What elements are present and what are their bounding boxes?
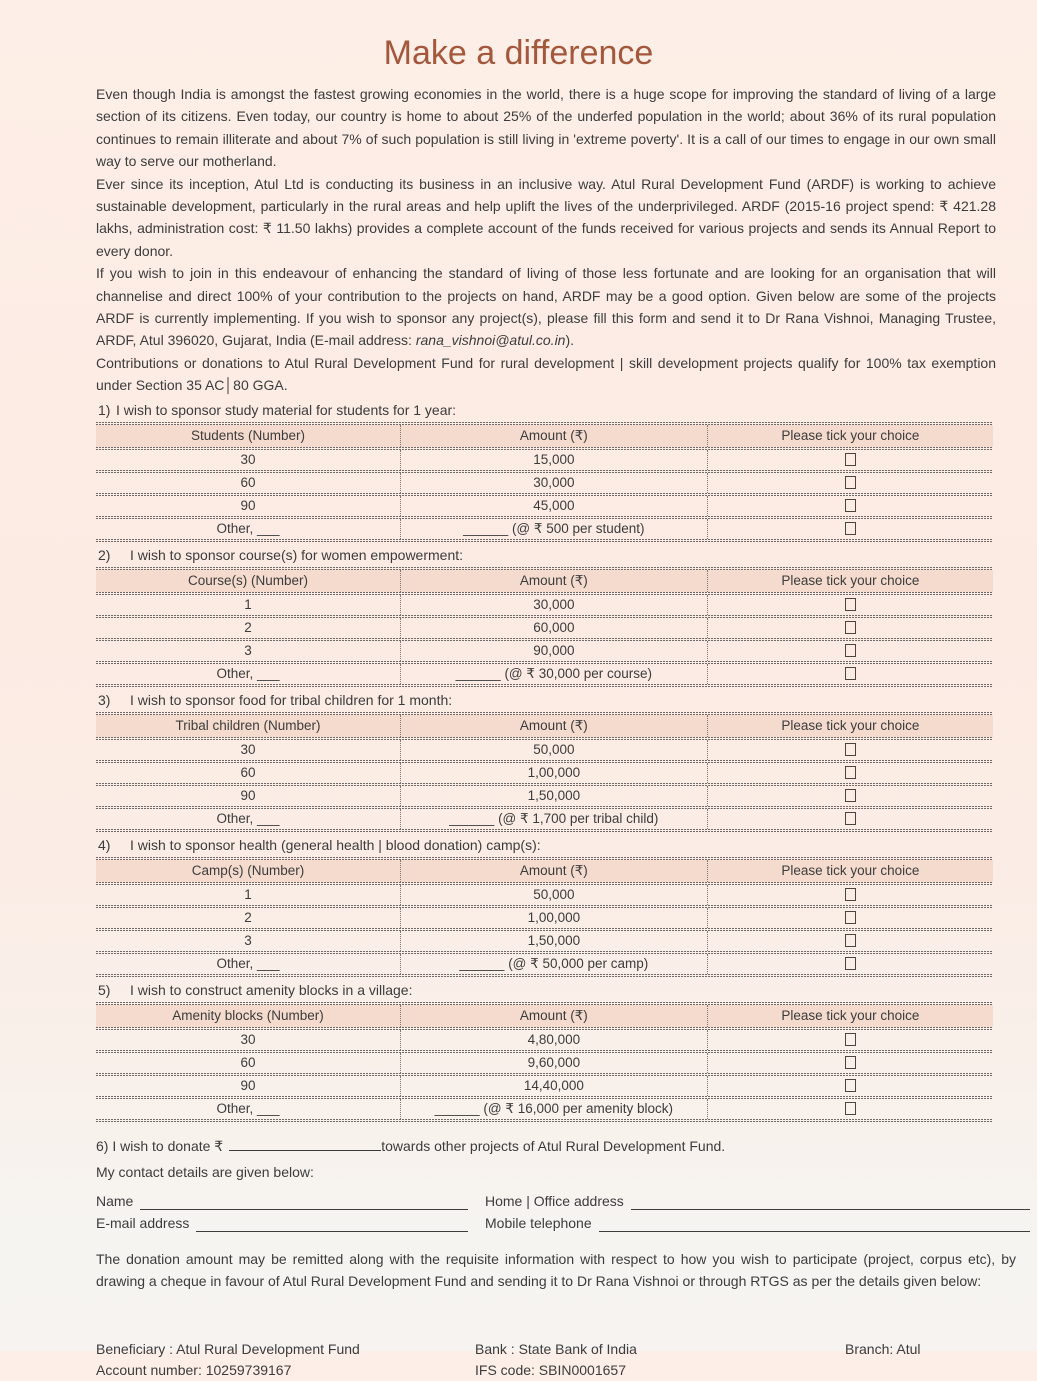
section-label bbox=[98, 980, 996, 1000]
section-number: 4) bbox=[98, 836, 111, 853]
choice-cell bbox=[708, 885, 993, 905]
choice-checkbox[interactable] bbox=[845, 667, 856, 680]
column-header: Please tick your choice bbox=[781, 1007, 920, 1023]
quantity-cell: 60 bbox=[96, 473, 401, 493]
quantity-cell: 60 bbox=[96, 763, 401, 783]
dotted-separator bbox=[96, 539, 993, 542]
table-row bbox=[96, 1053, 993, 1073]
donate-prefix: 6) I wish to donate ₹ bbox=[96, 1137, 224, 1154]
quantity-cell: 30 bbox=[96, 740, 401, 760]
choice-cell bbox=[708, 954, 993, 974]
mobile-telephone-label: Mobile telephone bbox=[485, 1214, 592, 1231]
choice-cell bbox=[708, 595, 993, 615]
dotted-separator bbox=[96, 829, 993, 832]
table-row bbox=[96, 908, 993, 928]
table-row bbox=[96, 519, 993, 539]
quantity-cell: 1 bbox=[96, 885, 401, 905]
section-label bbox=[98, 835, 996, 855]
table-row bbox=[96, 595, 993, 615]
section-label-text: I wish to sponsor course(s) for women empowerment: bbox=[130, 546, 464, 563]
choice-checkbox[interactable] bbox=[845, 911, 856, 924]
dotted-separator bbox=[96, 1119, 993, 1122]
choice-checkbox[interactable] bbox=[845, 453, 856, 466]
quantity-cell: 30 bbox=[96, 1030, 401, 1050]
amount-cell: 1,50,000 bbox=[401, 786, 708, 806]
table-header-row bbox=[96, 860, 993, 882]
amount-cell: 15,000 bbox=[401, 450, 708, 470]
section-label-text: I wish to sponsor study material for students for 1 year: bbox=[116, 401, 457, 418]
branch: Branch: Atul bbox=[845, 1340, 921, 1357]
quantity-cell: Other, ___ bbox=[96, 519, 401, 539]
sponsor-table-1 bbox=[96, 422, 993, 542]
choice-cell bbox=[708, 763, 993, 783]
sponsor-table-2 bbox=[96, 567, 993, 687]
column-header: Amenity blocks (Number) bbox=[96, 1005, 401, 1027]
table-row bbox=[96, 1030, 993, 1050]
choice-checkbox[interactable] bbox=[845, 1079, 856, 1092]
quantity-cell: 3 bbox=[96, 931, 401, 951]
choice-checkbox[interactable] bbox=[845, 934, 856, 947]
section-number: 1) bbox=[98, 401, 111, 418]
dotted-separator bbox=[96, 684, 993, 687]
choice-cell bbox=[708, 496, 993, 516]
quantity-cell: Other, ___ bbox=[96, 809, 401, 829]
column-header: Camp(s) (Number) bbox=[96, 860, 401, 882]
quantity-cell: Other, ___ bbox=[96, 1099, 401, 1119]
choice-checkbox[interactable] bbox=[845, 789, 856, 802]
column-header: Amount (₹) bbox=[401, 715, 708, 737]
quantity-cell: 30 bbox=[96, 450, 401, 470]
quantity-cell: 2 bbox=[96, 618, 401, 638]
choice-checkbox[interactable] bbox=[845, 743, 856, 756]
table-row bbox=[96, 450, 993, 470]
email-label: E-mail address bbox=[96, 1214, 190, 1231]
column-header: Please tick your choice bbox=[781, 427, 920, 443]
dotted-separator bbox=[96, 974, 993, 977]
section-label-text: I wish to construct amenity blocks in a village: bbox=[130, 981, 413, 998]
quantity-cell: 90 bbox=[96, 496, 401, 516]
account-number: Account number: 10259739167 bbox=[96, 1361, 292, 1378]
choice-checkbox[interactable] bbox=[845, 812, 856, 825]
amount-cell: 1,00,000 bbox=[401, 763, 708, 783]
column-header: Tribal children (Number) bbox=[96, 715, 401, 737]
section-label-text: I wish to sponsor food for tribal children for 1 month: bbox=[130, 691, 453, 708]
table-row bbox=[96, 473, 993, 493]
table-row bbox=[96, 641, 993, 661]
quantity-cell: 60 bbox=[96, 1053, 401, 1073]
column-header: Please tick your choice bbox=[781, 862, 920, 878]
remittance-paragraph: The donation amount may be remitted along with the requisite information with respect to how you wish to participate (project, corpus etc), by drawing a cheque in favour of Atul Rural Development Fund and sending it to Dr Rana Vishnoi or through RTGS as per the details given below: bbox=[96, 1250, 1016, 1290]
table-row bbox=[96, 763, 993, 783]
column-header: Please tick your choice bbox=[781, 717, 920, 733]
quantity-cell: Other, ___ bbox=[96, 954, 401, 974]
choice-checkbox[interactable] bbox=[845, 1056, 856, 1069]
sponsor-table-5 bbox=[96, 1002, 993, 1122]
amount-cell: 90,000 bbox=[401, 641, 708, 661]
table-header-row bbox=[96, 425, 993, 447]
amount-cell: 4,80,000 bbox=[401, 1030, 708, 1050]
column-header: Please tick your choice bbox=[781, 572, 920, 588]
section-label bbox=[98, 690, 996, 710]
intro-paragraph-2: Ever since its inception, Atul Ltd is conducting its business in an inclusive way. Atul Rural Development Fund (ARDF) is working to achieve sustainable development, particularly in the rural areas and help uplift the lives of the underprivileged. ARDF (2015-16 project spend: ₹ 421.28 lakhs, administration cost: ₹ 11.50 lakhs) provides a complete account of the funds received for various projects and sends its Annual Report to every donor. bbox=[96, 175, 996, 259]
quantity-cell: 90 bbox=[96, 786, 401, 806]
table-header-row bbox=[96, 715, 993, 737]
beneficiary: Beneficiary : Atul Rural Development Fund bbox=[96, 1340, 360, 1357]
table-row bbox=[96, 664, 993, 684]
quantity-cell: 3 bbox=[96, 641, 401, 661]
section-label bbox=[98, 400, 996, 420]
quantity-cell: 2 bbox=[96, 908, 401, 928]
amount-cell: ______ (@ ₹ 50,000 per camp) bbox=[401, 954, 708, 974]
table-row bbox=[96, 496, 993, 516]
contact-intro: My contact details are given below: bbox=[96, 1163, 314, 1180]
choice-cell bbox=[708, 1099, 993, 1119]
email-blank[interactable] bbox=[196, 1217, 468, 1232]
section-number: 2) bbox=[98, 546, 111, 563]
amount-cell: 9,60,000 bbox=[401, 1053, 708, 1073]
table-header-row bbox=[96, 1005, 993, 1027]
amount-cell: ______ (@ ₹ 16,000 per amenity block) bbox=[401, 1099, 708, 1119]
name-label: Name bbox=[96, 1192, 134, 1209]
amount-cell: 50,000 bbox=[401, 885, 708, 905]
table-row bbox=[96, 740, 993, 760]
choice-cell bbox=[708, 664, 993, 684]
intro-paragraph-4: Contributions or donations to Atul Rural Development Fund for rural development | skill development projects qualify for 100% tax exemption under Section 35 AC│80 GGA. bbox=[96, 354, 996, 394]
table-row bbox=[96, 931, 993, 951]
amount-cell: 45,000 bbox=[401, 496, 708, 516]
amount-cell: ______ (@ ₹ 30,000 per course) bbox=[401, 664, 708, 684]
intro-paragraphs bbox=[96, 83, 996, 397]
choice-cell bbox=[708, 519, 993, 539]
choice-cell bbox=[708, 786, 993, 806]
choice-cell bbox=[708, 908, 993, 928]
choice-checkbox[interactable] bbox=[845, 522, 856, 535]
choice-checkbox[interactable] bbox=[845, 1102, 856, 1115]
amount-cell: 14,40,000 bbox=[401, 1076, 708, 1096]
quantity-cell: Other, ___ bbox=[96, 664, 401, 684]
column-header: Amount (₹) bbox=[401, 860, 708, 882]
page-title: Make a difference bbox=[383, 34, 654, 72]
choice-checkbox[interactable] bbox=[845, 957, 856, 970]
quantity-cell: 1 bbox=[96, 595, 401, 615]
section-number: 3) bbox=[98, 691, 111, 708]
amount-cell: 30,000 bbox=[401, 473, 708, 493]
table-row bbox=[96, 1099, 993, 1119]
home-office-address-label: Home | Office address bbox=[485, 1192, 624, 1209]
choice-cell bbox=[708, 809, 993, 829]
choice-checkbox[interactable] bbox=[845, 888, 856, 901]
choice-cell bbox=[708, 1076, 993, 1096]
choice-cell bbox=[708, 450, 993, 470]
amount-cell: 1,50,000 bbox=[401, 931, 708, 951]
sponsor-table-4 bbox=[96, 857, 993, 977]
donate-suffix: towards other projects of Atul Rural Development Fund. bbox=[381, 1137, 726, 1154]
choice-checkbox[interactable] bbox=[845, 644, 856, 657]
bank-name: Bank : State Bank of India bbox=[475, 1340, 637, 1357]
choice-cell bbox=[708, 740, 993, 760]
choice-checkbox[interactable] bbox=[845, 598, 856, 611]
contact-row-1 bbox=[96, 1192, 1030, 1210]
choice-cell bbox=[708, 1030, 993, 1050]
choice-checkbox[interactable] bbox=[845, 476, 856, 489]
choice-cell bbox=[708, 931, 993, 951]
home-office-address-blank[interactable] bbox=[631, 1195, 1030, 1210]
section-number: 5) bbox=[98, 981, 111, 998]
table-row bbox=[96, 954, 993, 974]
bank-details bbox=[96, 1339, 1030, 1381]
table-row bbox=[96, 618, 993, 638]
amount-cell: 50,000 bbox=[401, 740, 708, 760]
amount-cell: 30,000 bbox=[401, 595, 708, 615]
choice-cell bbox=[708, 618, 993, 638]
name-blank[interactable] bbox=[140, 1195, 468, 1210]
sponsor-table-3 bbox=[96, 712, 993, 832]
column-header: Amount (₹) bbox=[401, 425, 708, 447]
choice-checkbox[interactable] bbox=[845, 766, 856, 779]
mobile-telephone-blank[interactable] bbox=[599, 1217, 1030, 1232]
intro-paragraph-1: Even though India is amongst the fastest growing economies in the world, there is a huge scope for improving the standard of living of a large section of its citizens. Even today, our country is home to about 25% of the underfed population in the world; about 36% of its rural population continues to remain illiterate and about 7% of such population is still living in 'extreme poverty'. It is a call of our times to engage in our own small way to serve our motherland. bbox=[96, 86, 996, 170]
column-header: Students (Number) bbox=[96, 425, 401, 447]
table-row bbox=[96, 885, 993, 905]
donation-amount-blank[interactable] bbox=[229, 1138, 381, 1151]
section-label-text: I wish to sponsor health (general health | blood donation) camp(s): bbox=[130, 836, 541, 853]
email-address: rana_vishnoi@atul.co.in bbox=[415, 332, 566, 349]
column-header: Course(s) (Number) bbox=[96, 570, 401, 592]
quantity-cell: 90 bbox=[96, 1076, 401, 1096]
contact-row-2 bbox=[96, 1214, 1030, 1232]
choice-cell bbox=[708, 473, 993, 493]
choice-checkbox[interactable] bbox=[845, 1033, 856, 1046]
sponsor-tables bbox=[96, 400, 996, 1122]
ifs-code: IFS code: SBIN0001657 bbox=[475, 1361, 626, 1378]
column-header: Amount (₹) bbox=[401, 1005, 708, 1027]
section-label bbox=[98, 545, 996, 565]
choice-cell bbox=[708, 1053, 993, 1073]
table-row bbox=[96, 1076, 993, 1096]
amount-cell: ______ (@ ₹ 1,700 per tribal child) bbox=[401, 809, 708, 829]
table-row bbox=[96, 809, 993, 829]
choice-checkbox[interactable] bbox=[845, 621, 856, 634]
intro-paragraph-3: If you wish to join in this endeavour of enhancing the standard of living of those less fortunate and are looking for an organisation that will channelise and direct 100% of your contribution to the projects on hand, ARDF may be a good option. Given below are some of the projects ARDF is currently implementing. If you wish to sponsor any project(s), please fill this form and send it to Dr Rana Vishnoi, Managing Trustee, ARDF, Atul 396020, Gujarat, India (E-mail address: rana_vishnoi@atul.co.in). bbox=[96, 265, 996, 349]
amount-cell: 1,00,000 bbox=[401, 908, 708, 928]
donate-other-line bbox=[96, 1136, 996, 1157]
amount-cell: ______ (@ ₹ 500 per student) bbox=[401, 519, 708, 539]
table-row bbox=[96, 786, 993, 806]
choice-cell bbox=[708, 641, 993, 661]
choice-checkbox[interactable] bbox=[845, 499, 856, 512]
table-header-row bbox=[96, 570, 993, 592]
amount-cell: 60,000 bbox=[401, 618, 708, 638]
column-header: Amount (₹) bbox=[401, 570, 708, 592]
